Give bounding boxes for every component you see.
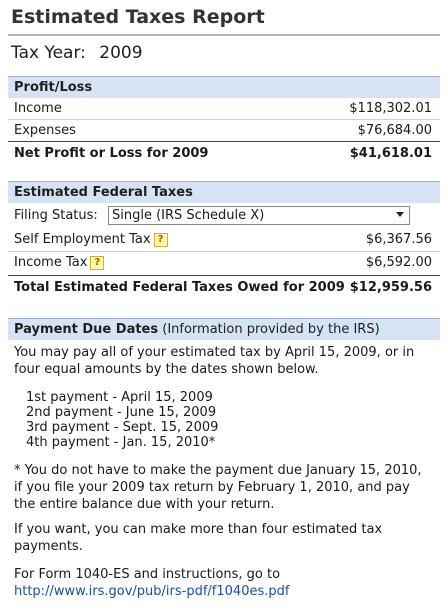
filing-status-selected: Single (IRS Schedule X) xyxy=(112,208,265,223)
form-instructions-label: For Form 1040-ES and instructions, go to xyxy=(14,567,281,582)
total-federal-taxes-row xyxy=(8,275,440,297)
report-title: Estimated Taxes Report xyxy=(11,6,265,28)
net-profit-value: $41,618.01 xyxy=(349,146,432,161)
income-value: $118,302.01 xyxy=(349,101,432,116)
self-employment-tax-row xyxy=(8,229,440,251)
filing-status-label: Filing Status: xyxy=(14,208,98,223)
tax-year-value: 2009 xyxy=(99,43,143,63)
income-tax-value: $6,592.00 xyxy=(365,255,432,270)
help-icon[interactable]: ? xyxy=(90,256,104,270)
expenses-label: Expenses xyxy=(14,123,76,138)
payment-item: 1st payment - April 15, 2009 xyxy=(26,390,213,405)
income-label: Income xyxy=(14,101,62,116)
total-federal-taxes-value: $12,959.56 xyxy=(349,280,432,295)
form-instructions-text xyxy=(14,566,432,600)
filing-status-row xyxy=(8,205,440,227)
payment-schedule-list xyxy=(26,390,218,450)
net-profit-label: Net Profit or Loss for 2009 xyxy=(14,146,209,161)
federal-taxes-header: Estimated Federal Taxes xyxy=(8,181,440,203)
tax-year-label: Tax Year: xyxy=(11,43,86,63)
filing-status-select[interactable] xyxy=(108,206,410,225)
self-employment-tax-label: Self Employment Tax xyxy=(14,232,151,247)
profit-loss-header: Profit/Loss xyxy=(8,76,440,98)
payment-header-title: Payment Due Dates xyxy=(14,322,159,337)
chevron-down-icon xyxy=(396,212,404,217)
payment-header-note: (Information provided by the IRS) xyxy=(162,322,380,337)
net-profit-row xyxy=(8,141,440,163)
payment-item: 3rd payment - Sept. 15, 2009 xyxy=(26,420,219,435)
income-tax-row xyxy=(8,252,440,274)
payment-intro-text: You may pay all of your estimated tax by April 15, 2009, or in four equal amounts by the dates shown below. xyxy=(14,345,415,377)
payment-due-dates-header xyxy=(8,318,440,340)
help-icon[interactable]: ? xyxy=(154,233,168,247)
expenses-row xyxy=(8,120,440,142)
self-employment-tax-value: $6,367.56 xyxy=(365,232,432,247)
total-federal-taxes-label: Total Estimated Federal Taxes Owed for 2009 xyxy=(14,280,345,295)
tax-year-line xyxy=(11,43,143,63)
more-payments-text: If you want, you can make more than four estimated tax payments. xyxy=(14,522,383,554)
irs-form-link[interactable]: http://www.irs.gov/pub/irs-pdf/f1040es.pdf xyxy=(14,584,290,599)
self-employment-tax-label-group xyxy=(14,232,168,247)
payment-footnote: * You do not have to make the payment due January 15, 2010, if you file your 2009 tax return by February 1, 2010, and pay the entire balance due with your return. xyxy=(14,463,422,512)
payment-item: 2nd payment - June 15, 2009 xyxy=(26,405,217,420)
income-row xyxy=(8,98,440,120)
income-tax-label: Income Tax xyxy=(14,255,88,270)
expenses-value: $76,684.00 xyxy=(357,123,432,138)
income-tax-label-group xyxy=(14,255,104,270)
payment-item: 4th payment - Jan. 15, 2010* xyxy=(26,435,216,450)
title-divider xyxy=(8,34,440,36)
